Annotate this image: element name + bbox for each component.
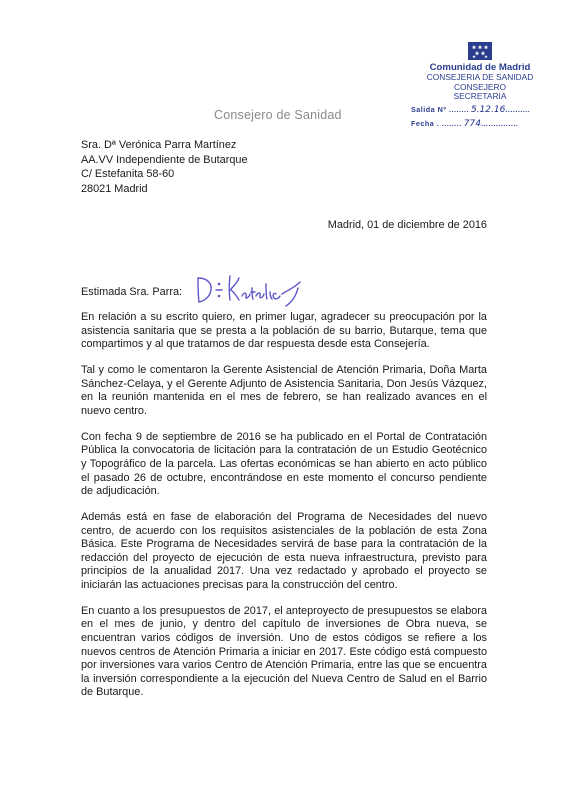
- stamp-exit-row: Salida Nº ........ 5.12.16..........: [411, 104, 531, 115]
- stamp-exit-number: 5.12.16: [470, 104, 506, 115]
- handwritten-annotation: [194, 270, 304, 310]
- recipient-street: C/ Estefanita 58-60: [81, 168, 175, 181]
- paragraph-4: Además está en fase de elaboración del Programa de Necesidades del nuevo centro, de acuerdo con los requisitos asistenciales de la población de esta Zona Básica. Este Programa de Necesidades servirá de base para la contratación de la redacción del proyecto de ejecución de esta nueva infraestructura, previsto para principios de la anualidad 2017. Una vez redactado y aprobado el proyecto se iniciarán las actuaciones precisas para la construcción del centro.: [81, 511, 487, 591]
- paragraph-1: En relación a su escrito quiero, en primer lugar, agradecer su preocupación por la asistencia sanitaria que se presta a la población de su barrio, Butarque, tema que compartimos y al que tratamos de dar respuesta desde esta Consejería.: [81, 311, 487, 351]
- recipient-postal-city: 28021 Madrid: [81, 182, 148, 195]
- stamp-date-row: Fecha . ........ 774...............: [411, 118, 519, 129]
- stamp-date-label: Fecha . ........: [411, 118, 462, 128]
- recipient-organization: AA.VV Independiente de Butarque: [81, 153, 248, 166]
- letter-date: Madrid, 01 de diciembre de 2016: [327, 219, 487, 231]
- stamp-date-value: 774: [463, 118, 481, 129]
- recipient-name: Sra. Dª Verónica Parra Martínez: [81, 139, 237, 151]
- paragraph-5: En cuanto a los presupuestos de 2017, el anteproyecto de presupuestos se elabora en el mes de junio, y dentro del capítulo de inversiones de Obra nueva, se encuentran varios códigos de inversión. Uno de estos códigos se refiere a los nuevos centros de Atención Primaria a iniciar en 2017. Este código está compuesto por inversiones vara varios Centro de Atención Primaria, entre las que se encuentra la inversión correspondiente a la ejecución del Nueva Centro de Salud en el Barrio de Butarque.: [81, 604, 487, 699]
- stamp-line-3: SECRETARIA: [453, 91, 507, 102]
- salutation: Estimada Sra. Parra:: [81, 286, 183, 298]
- letter-body: [81, 311, 487, 712]
- madrid-flag-icon: [468, 42, 492, 60]
- registration-stamp: [405, 42, 555, 130]
- stamp-line-2: CONSEJERO: [453, 81, 507, 92]
- paragraph-2: Tal y como le comentaron la Gerente Asistencial de Atención Primaria, Doña Marta Sánchez-Celaya, y el Gerente Adjunto de Asistencia Sanitaria, Don Jesús Vázquez, en la reunión mantenida en el mes de febrero, se han realizado avances en el nuevo centro.: [81, 364, 487, 417]
- paragraph-3: Con fecha 9 de septiembre de 2016 se ha publicado en el Portal de Contratación Pública la convocatoria de licitación para la contratación de un Estudio Geotécnico y Topográfico de la parcela. Las ofertas económicas se han abierto en acto público el pasado 26 de octubre, encontrándose en este momento el concurso pendiente de adjudicación.: [81, 430, 487, 498]
- stamp-organization: Comunidad de Madrid: [429, 62, 531, 73]
- department-header: Consejero de Sanidad: [214, 108, 342, 122]
- stamp-exit-label: Salida Nº ........: [411, 104, 469, 114]
- recipient-address: [81, 138, 248, 196]
- stamp-line-1: CONSEJERIA DE SANIDAD: [426, 72, 534, 82]
